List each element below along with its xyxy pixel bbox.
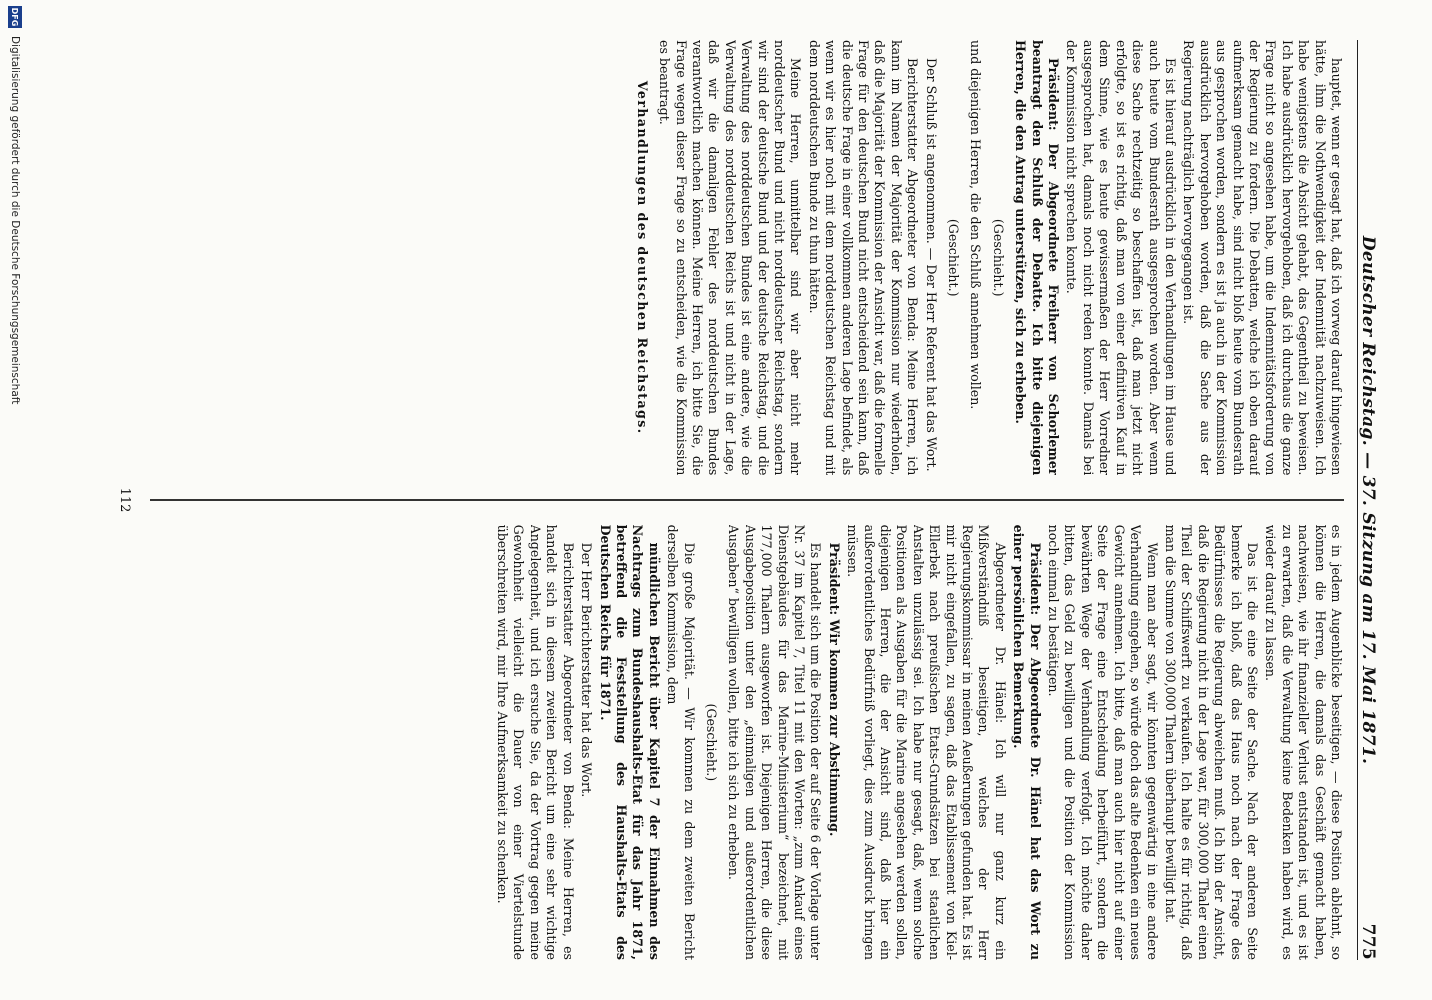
paragraph: es in jedem Augenblicke beseitigen, — diese Position ablehnt, so können die Herren, die damals das Geschäft gemacht haben, nachweisen, wie ihr finanzieller Verlust entstanden ist, und es ist zu erwarten, daß die Verwaltung keine Bedenken haben wird, es wieder darauf zu lassen. [1263,524,1344,960]
digitization-text: Digitalisierung gefördert durch die Deutsche Forschungsgemeinschaft [9,36,21,405]
paragraph: Es ist hierauf ausdrücklich in den Verhandlungen im Hause und auch heute vom Bundesrath ausgesprochen worden. Aber wenn diese Sache rechtzeitig so beschaffen ist, daß man jetzt nicht erfolgte, so ist es richtig, daß man von einer definitiven Kauf in dem Sinne, wie es heute gewissermaßen der Herr Vorredner ausgesprochen hat, damals noch nicht reden konnte. Damals bei der Kommission nicht sprechen konnte. [1064,40,1178,476]
column-divider [150,499,1344,500]
paragraph: Es handelt sich um die Position der auf Seite 6 der Vorlage unter Nr. 37 im Kapitel 7, Titel 11 mit den Worten: „zum Ankauf eines Dienstgebäudes für das Marine-Ministerium“ bezeichnet, mit 177,000 Thalern ausgeworfen ist. Diejenigen Herren, die diese Ausgabeposition unter den „einmaligen und außerordentlichen Ausgaben“ bewilligen wollen, bitte ich sich zu erheben. [726,524,824,960]
page-title: Deutscher Reichstag. — 37. Sitzung am 17. Mai 1871. [1358,235,1378,765]
paragraph: Der Schluß ist angenommen. — Der Herr Referent hat das Wort. [923,58,939,472]
paragraph: Der Herr Berichterstatter hat das Wort. [579,542,595,798]
signature-mark: 112 [117,487,132,513]
paragraph: Wenn man aber sagt, wir könnten gegenwärtig in eine andere Verhandlung eingehen, so würde doch das alte Bedenken ein neues Gewicht annehmen. Ich bitte, daß man auch hier nicht auf einer Seite der Frage eine Entscheidung herbeiführt, sondern die bewährten Wege der Verhandlung verfolgt. Ich möchte daher bitten, das Geld zu bewilligen und die Position der Kommission noch einmal zu bestätigen. [1046,524,1160,960]
paragraph: Das ist die eine Seite der Sache. Nach der anderen Seite bemerke ich bloß, daß das Haus noch nach der Frage des Bedürfnisses die Regierung abweichen muß. Ich bin der Ansicht, daß die Regierung nicht in der Lage war, für 300,000 Thaler einen Theil der Schiffswerft zu verkaufen. Ich halte es für richtig, daß man die Summe von 300,000 Thalern überhaupt bewilligt hat. [1162,524,1260,960]
paragraph: Meine Herren, unmittelbar sind wir aber nicht mehr norddeutscher Bund und nicht norddeutscher Reichstag, sondern wir sind der deutsche Bund und der deutsche Reichstag, und die Verwaltung des norddeutschen Bundes ist eine andere, wie die Verwaltung des norddeutschen Reichs ist und nicht in der Lage, daß wir die damaligen Fehler des norddeutschen Bundes verantwortlich machen können. Meine Herren, ich bitte Sie, die Frage wegen dieser Frage so zu entscheiden, wie die Kommission es beantragt. [657,40,804,476]
paragraph: Berichterstatter Abgeordneter von Benda: Meine Herren, ich kann im Namen der Majorität der Kommission nur wiederholen, daß die Majorität der Kommission der Ansicht war, daß die formelle Frage für den deutschen Bund nicht entscheidend sein kann, daß die deutsche Frage in einer vollkommen anderen Lage befindet, als wenn wir es hier noch mit dem norddeutschen Reichstag und mit dem norddeutschen Bunde zu thun hätten. [806,40,921,476]
paragraph: und diejenigen Herren, die den Schluß annehmen wollen. [968,40,984,410]
digitization-note [6,0,24,1000]
right-column [150,525,1344,960]
section-heading: mündlichen Bericht über Kapitel 7 der Einnahmen des Nachtrags zum Bundeshaushalts-Etat für das Jahr 1871, betreffend die Feststellung des Haushalts-Etats des Deutschen Reichs für 1871. [597,524,662,960]
dfg-logo: DFG [8,6,22,28]
column-footer: Verhandlungen des deutschen Reichstags. [634,80,650,435]
paragraph: hauptet, wenn er gesagt hat, daß ich vorweg darauf hingewiesen hätte, ihm die Nothwendigkeit der Indemnität nachzuweisen. Ich habe wenigstens die Absicht gehabt, das Gegentheil zu beweisen. Ich habe ausdrücklich hervorgehoben, daß ich durchaus die ganze Frage nicht so angesehen habe, um die Indemnitätsforderung von der Regierung zu fordern. Die Debatten, welche ich oben darauf aufmerksam gemacht habe, sind nicht bloß heute vom Bundesrath aus gesprochen worden, sondern es ist ja auch in der Kommission ausdrücklich hervorgehoben worden, daß die Sache aus der Regierung nachträglich hervorgegangen ist. [1181,40,1344,476]
stage-direction: (Geschieht.) [990,218,1006,297]
paragraph: Präsident: Der Abgeordnete Freiherr von Schorlemer beantragt den Schluß der Debatte. Ich bitte diejenigen Herren, die den Antrag unterstützen, sich zu erheben. [1013,40,1062,476]
text-columns [150,40,1344,960]
paragraph: Die große Majorität. — Wir kommen zu dem zweiten Bericht derselben Kommission, dem [665,524,697,960]
paragraph: Präsident: Wir kommen zur Abstimmung. [826,542,842,837]
left-column [150,40,1344,475]
paragraph: Präsident: Der Abgeordnete Dr. Hänel hat das Wort zu einer persönlichen Bemerkung. [1011,524,1043,960]
stage-direction: (Geschieht.) [946,218,962,297]
stage-direction: (Geschieht.) [703,703,719,782]
paragraph: Abgeordneter Dr. Hänel: Ich will nur ganz kurz ein Mißverständniß beseitigen, welches der Herr Regierungskommissar in meinen Aeußerungen gefunden hat. Es ist mir nicht eingefallen, zu sagen, daß das Etablissement von Kiel-Ellerbek nach preußischen Etats-Grundsätzen bei staatlichen Anstalten unzulässig sei. Ich habe nur gesagt, daß, wenn solche Positionen als Ausgaben für die Marine angesehen werden sollen, diejenigen Herren, die der Ansicht sind, daß hier ein außerordentliches Bedürfniß vorliegt, dies zum Ausdruck bringen müssen. [845,524,1008,960]
paragraph: Berichterstatter Abgeordneter von Benda: Meine Herren, es handelt sich in diesem zweiten Bericht um eine sehr wichtige Angelegenheit, und ich ersuche Sie, da der Vortrag gegen meine Gewohnheit vielleicht die Dauer von einer Viertelstunde überschreiten wird, mir Ihre Aufmerksamkeit zu schenken. [495,524,576,960]
page-number: 775 [1358,923,1378,960]
page-header [1357,40,1392,960]
